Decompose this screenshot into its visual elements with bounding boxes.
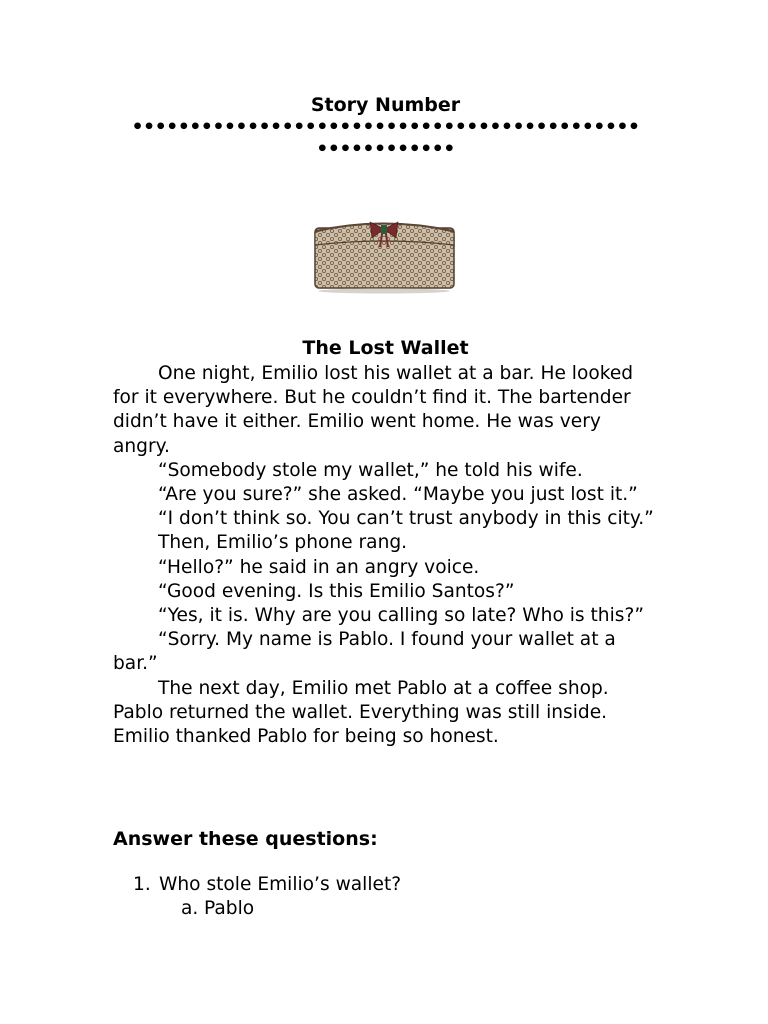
story-paragraph: “Good evening. Is this Emilio Santos?”	[158, 580, 515, 602]
story-paragraph: One night, Emilio lost his wallet at a bar. He looked for it everywhere. But he couldn’t find it. The bartender didn’t have it either. Emilio went home. He was very angry.	[113, 363, 634, 457]
story-text	[113, 362, 658, 749]
dotted-separator-line-2: ••••••••••••	[316, 138, 455, 160]
story-number-heading: Story Number	[310, 94, 461, 116]
question-text: Who stole Emilio’s wallet?	[159, 874, 402, 895]
wallet-icon	[310, 185, 458, 335]
story-paragraph: “Sorry. My name is Pablo. I found your wallet at a bar.”	[113, 629, 616, 675]
story-title: The Lost Wallet	[302, 337, 469, 359]
story-paragraph: “Hello?” he said in an angry voice.	[158, 556, 480, 578]
option-letter: a.	[181, 898, 199, 919]
wallet-photo	[310, 185, 458, 335]
story-paragraph: “Yes, it is. Why are you calling so late? Who is this?”	[158, 605, 644, 627]
option-text: Pablo	[204, 898, 255, 919]
story-paragraph: “Somebody stole my wallet,” he told his wife.	[158, 459, 583, 481]
story-paragraph: “I don’t think so. You can’t trust anybody in this city.”	[158, 508, 654, 530]
question-number: 1.	[133, 874, 151, 895]
questions-heading: Answer these questions:	[113, 828, 378, 850]
story-paragraph: The next day, Emilio met Pablo at a coffee shop. Pablo returned the wallet. Everything was still inside. Emilio thanked Pablo for being so honest.	[113, 677, 609, 748]
story-paragraph: “Are you sure?” she asked. “Maybe you just lost it.”	[158, 484, 638, 506]
dotted-separator-line-1: ••••••••••••••••••••••••••••••••••••••••••••	[131, 116, 640, 138]
story-paragraph: Then, Emilio’s phone rang.	[158, 532, 408, 554]
